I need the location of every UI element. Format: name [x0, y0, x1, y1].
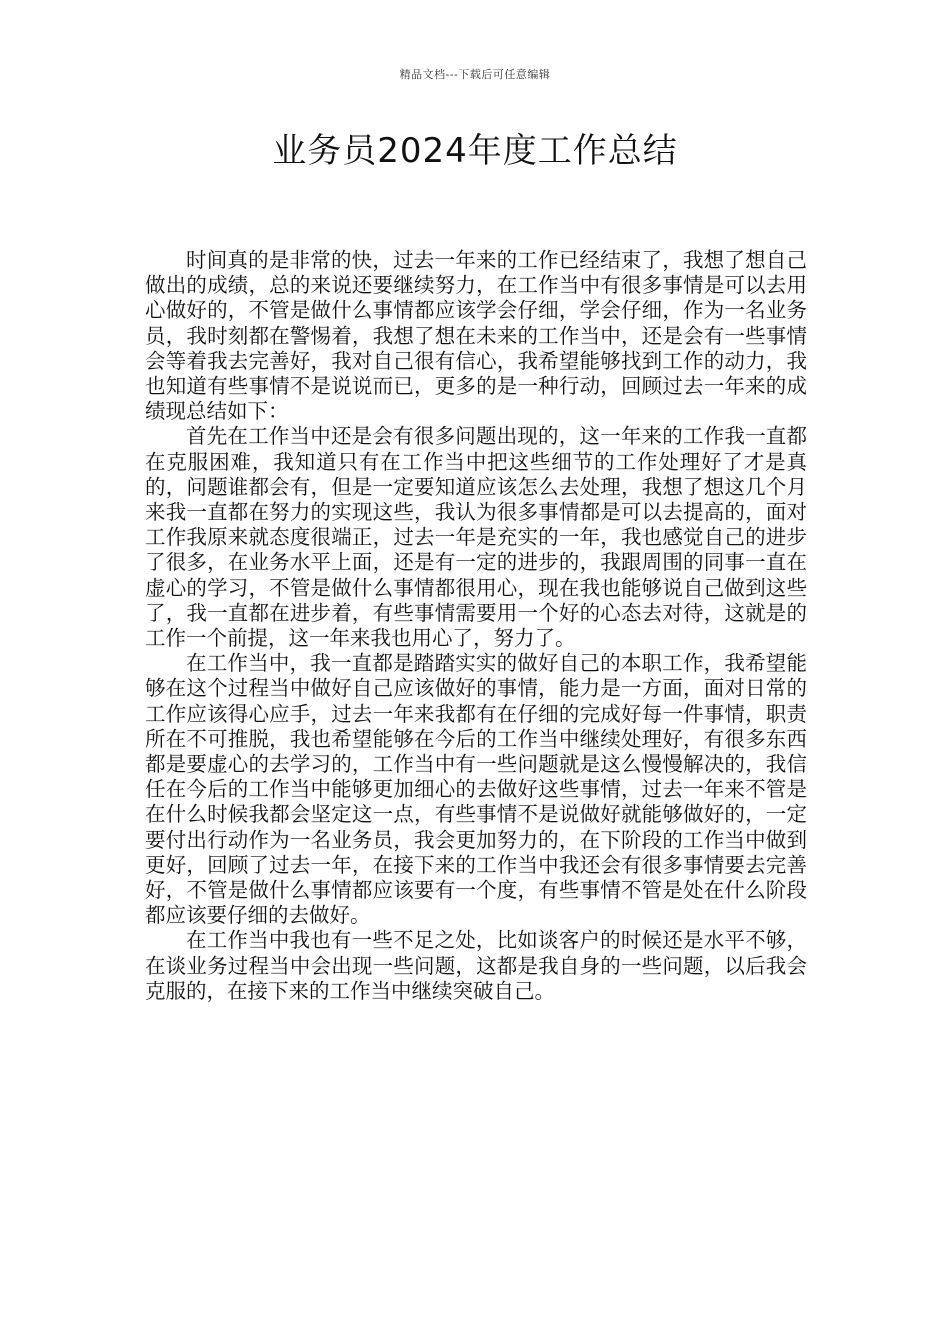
paragraph: 在工作当中我也有一些不足之处，比如谈客户的时候还是水平不够，在谈业务过程当中会出现一些问题，这都是我自身的一些问题，以后我会克服的，在接下来的工作当中继续突破自己。 [145, 928, 807, 1003]
paragraph: 时间真的是非常的快，过去一年来的工作已经结束了，我想了想自己做出的成绩，总的来说还要继续努力，在工作当中有很多事情是可以去用心做好的，不管是做什么事情都应该学会仔细，学会仔细，作为一名业务员，我时刻都在警惕着，我想了想在未来的工作当中，还是会有一些事情会等着我去完善好，我对自己很有信心，我希望能够找到工作的动力，我也知道有些事情不是说说而已，更多的是一种行动，回顾过去一年来的成绩现总结如下： [145, 248, 807, 424]
header-note: 精品文档---下载后可任意编辑 [399, 68, 551, 81]
document-body [145, 248, 807, 1004]
paragraph: 在工作当中，我一直都是踏踏实实的做好自己的本职工作，我希望能够在这个过程当中做好自己应该做好的事情，能力是一方面，面对日常的工作应该得心应手，过去一年来我都有在仔细的完成好每一件事情，职责所在不可推脱，我也希望能够在今后的工作当中继续处理好，有很多东西都是要虚心的去学习的，工作当中有一些问题就是这么慢慢解决的，我信任在今后的工作当中能够更加细心的去做好这些事情，过去一年来不管是在什么时候我都会坚定这一点，有些事情不是说做好就能够做好的，一定要付出行动作为一名业务员，我会更加努力的，在下阶段的工作当中做到更好，回顾了过去一年，在接下来的工作当中我还会有很多事情要去完善好，不管是做什么事情都应该要有一个度，有些事情不管是处在什么阶段都应该要仔细的去做好。 [145, 651, 807, 928]
document-title: 业务员2024年度工作总结 [272, 131, 678, 171]
paragraph: 首先在工作当中还是会有很多问题出现的，这一年来的工作我一直都在克服困难，我知道只有在工作当中把这些细节的工作处理好了才是真的，问题谁都会有，但是一定要知道应该怎么去处理，我想了想这几个月来我一直都在努力的实现这些，我认为很多事情都是可以去提高的，面对工作我原来就态度很端正，过去一年是充实的一年，我也感觉自己的进步了很多，在业务水平上面，还是有一定的进步的，我跟周围的同事一直在虚心的学习，不管是做什么事情都很用心，现在我也能够说自己做到这些了，我一直都在进步着，有些事情需要用一个好的心态去对待，这就是的工作一个前提，这一年来我也用心了，努力了。 [145, 424, 807, 651]
